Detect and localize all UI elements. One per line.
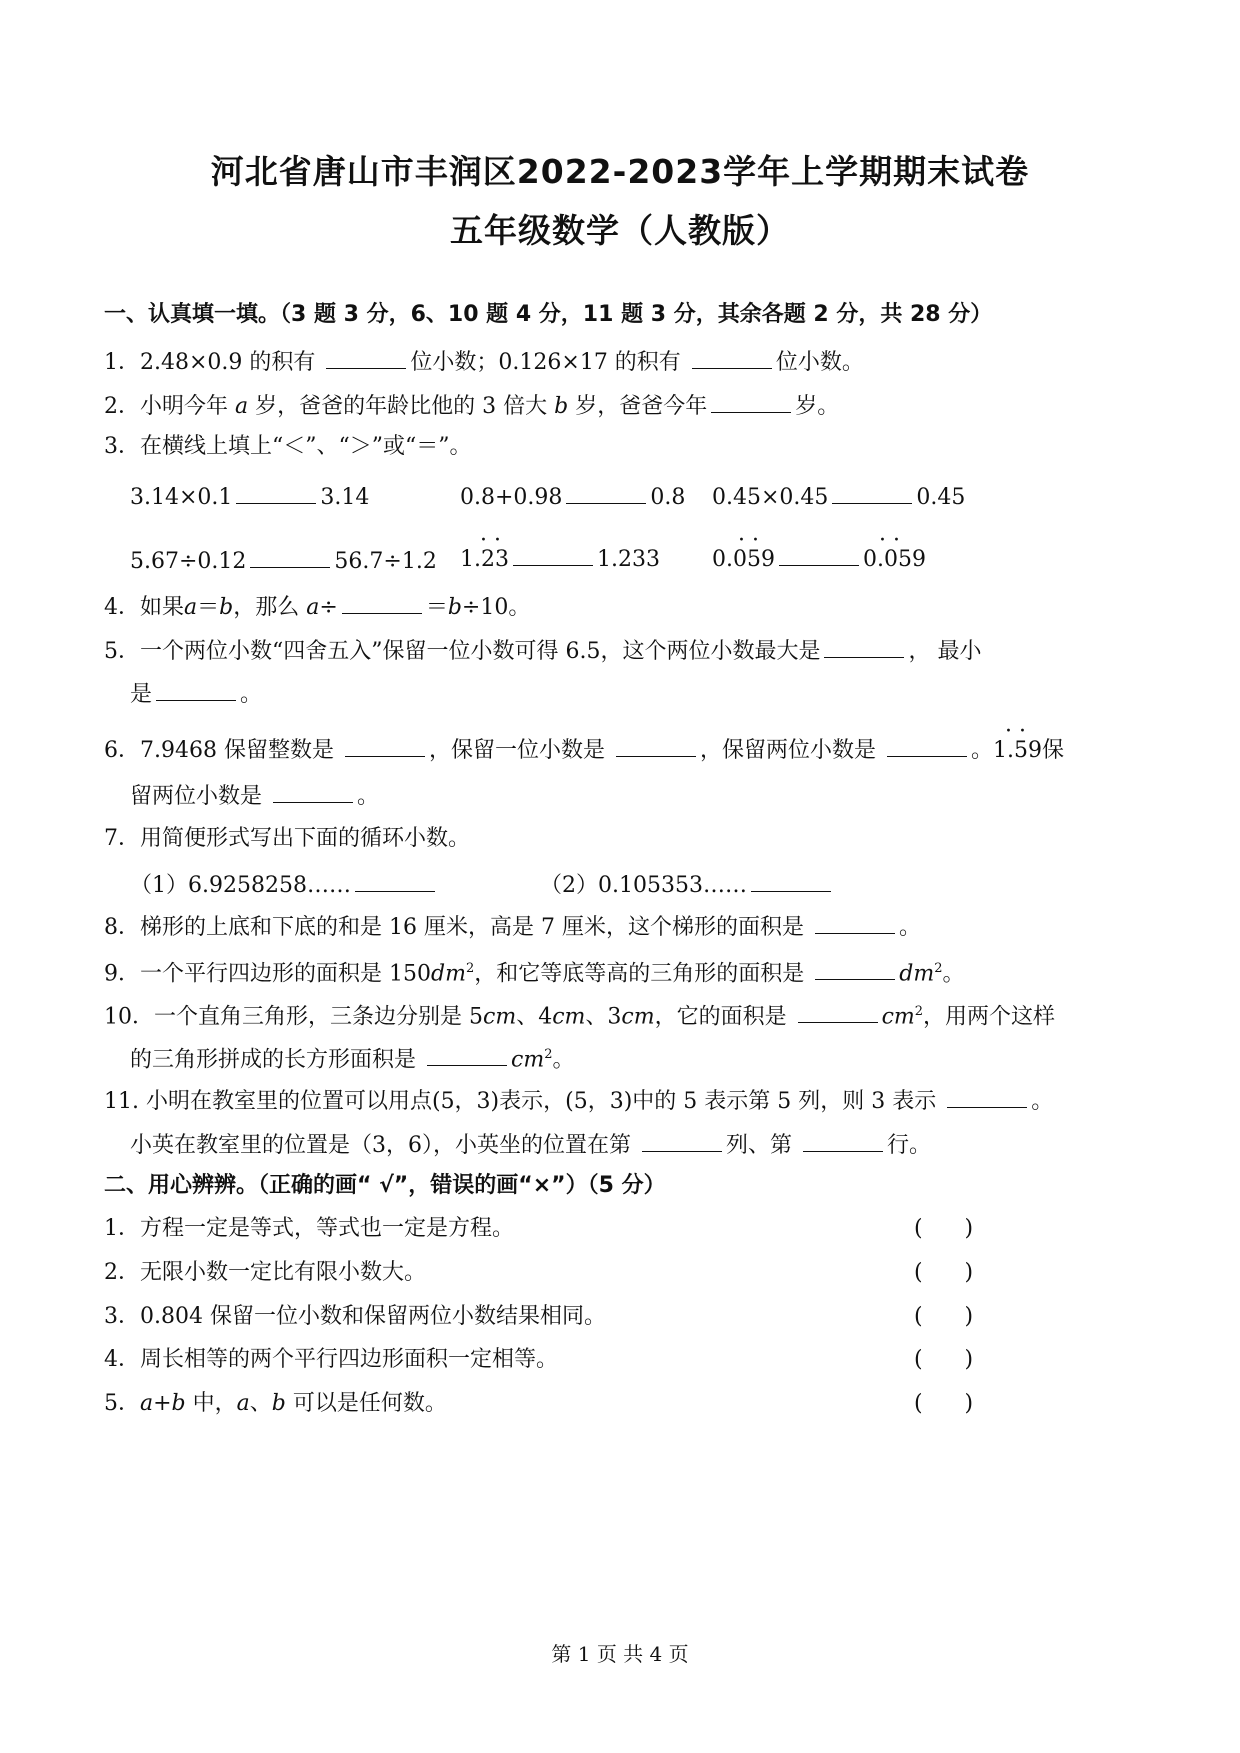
repeating-dots: · ·: [738, 528, 759, 553]
judge-item: 4．周长相等的两个平行四边形面积一定相等。: [104, 1347, 558, 1372]
answer-blank[interactable]: [355, 869, 435, 892]
answer-blank[interactable]: [642, 1129, 722, 1152]
answer-blank[interactable]: [616, 734, 696, 757]
judge-item: 5．a+b 中，a、b 可以是任何数。: [104, 1391, 447, 1416]
answer-blank[interactable]: [566, 481, 646, 504]
question-7-part1: （1）6.9258258……: [130, 869, 439, 900]
answer-blank[interactable]: [513, 543, 593, 566]
repeating-dots: · ·: [480, 528, 501, 553]
page-footer: 第 1 页 共 4 页: [551, 1642, 689, 1666]
question-3: 3．在横线上填上“＜”、“＞”或“＝”。: [104, 434, 472, 459]
answer-blank[interactable]: [832, 481, 912, 504]
question-5: 5．一个两位小数“四舍五入”保留一位小数可得 6.5，这个两位小数最大是 ， 最小: [104, 635, 981, 666]
answer-blank[interactable]: [345, 734, 425, 757]
answer-parentheses[interactable]: ( ): [914, 1260, 974, 1285]
q3-compare-r1c1: 3.14×0.1 3.14: [130, 481, 369, 512]
repeating-dots: · ·: [1005, 719, 1026, 744]
question-10-cont: 的三角形拼成的长方形面积是 $cm^2$。: [130, 1041, 575, 1074]
question-1: 1．2.48×0.9 的积有 位小数；0.126×17 的积有 位小数。: [104, 346, 864, 377]
answer-blank[interactable]: [824, 635, 904, 658]
question-2: 2．小明今年 a 岁，爸爸的年龄比他的 3 倍大 b 岁，爸爸今年 岁。: [104, 390, 839, 421]
answer-blank[interactable]: [751, 869, 831, 892]
answer-blank[interactable]: [711, 390, 791, 413]
judge-item: 3．0.804 保留一位小数和保留两位小数结果相同。: [104, 1304, 606, 1329]
answer-blank[interactable]: [815, 911, 895, 934]
answer-blank[interactable]: [326, 346, 406, 369]
q3-compare-r2c2: · · 1.23 1.233: [460, 528, 660, 572]
question-7-part2: （2）0.105353……: [540, 869, 835, 900]
answer-blank[interactable]: [342, 591, 422, 614]
answer-blank[interactable]: [779, 543, 859, 566]
answer-blank[interactable]: [273, 780, 353, 803]
answer-parentheses[interactable]: ( ): [914, 1347, 974, 1372]
question-11: 11. 小明在教室里的位置可以用点(5，3)表示，(5，3)中的 5 表示第 5 列，则 3 表示 。: [104, 1085, 1053, 1116]
answer-blank[interactable]: [798, 1000, 878, 1023]
answer-parentheses[interactable]: ( ): [914, 1391, 974, 1416]
judge-item: 1．方程一定是等式，等式也一定是方程。: [104, 1216, 514, 1241]
answer-parentheses[interactable]: ( ): [914, 1216, 974, 1241]
answer-blank[interactable]: [947, 1085, 1027, 1108]
question-7: 7．用简便形式写出下面的循环小数。: [104, 826, 470, 851]
answer-parentheses[interactable]: ( ): [914, 1304, 974, 1329]
section1-heading: 一、认真填一填。（3 题 3 分，6、10 题 4 分，11 题 3 分，其余各题 2 分，共 28 分）: [104, 302, 993, 327]
question-6-cont: 留两位小数是 。: [130, 780, 379, 811]
answer-blank[interactable]: [427, 1043, 507, 1066]
answer-blank[interactable]: [236, 481, 316, 504]
repeating-dots: · ·: [878, 528, 900, 553]
answer-blank[interactable]: [692, 346, 772, 369]
answer-blank[interactable]: [887, 734, 967, 757]
q3-compare-r2c3: · · 0.059 · · 0.059: [712, 528, 926, 572]
answer-blank[interactable]: [803, 1129, 883, 1152]
question-6: 6．7.9468 保留整数是 ，保留一位小数是 ，保留两位小数是 · · 。1.59保: [104, 719, 1065, 763]
answer-blank[interactable]: [156, 678, 236, 701]
question-11-cont: 小英在教室里的位置是（3，6），小英坐的位置在第 列、第 行。: [130, 1129, 931, 1160]
answer-blank[interactable]: [250, 545, 330, 568]
q3-compare-r1c3: 0.45×0.45 0.45: [712, 481, 965, 512]
question-10: 10．一个直角三角形，三条边分别是 5cm、4cm、3cm，它的面积是 $cm^2$，用两个这样: [104, 998, 1055, 1031]
q3-compare-r2c1: 5.67÷0.12 56.7÷1.2: [130, 545, 437, 576]
question-4: 4．如果a＝b，那么 a÷ ＝b÷10。: [104, 591, 530, 622]
judge-item: 2．无限小数一定比有限小数大。: [104, 1260, 426, 1285]
question-9: 9．一个平行四边形的面积是 $150dm^2$，和它等底等高的三角形的面积是 $dm^2$。: [104, 955, 964, 988]
question-8: 8．梯形的上底和下底的和是 16 厘米，高是 7 厘米，这个梯形的面积是 。: [104, 911, 921, 942]
q3-compare-r1c2: 0.8+0.98 0.8: [460, 481, 685, 512]
answer-blank[interactable]: [815, 957, 895, 980]
exam-title: 河北省唐山市丰润区2022-2023学年上学期期末试卷: [210, 152, 1030, 191]
exam-subtitle: 五年级数学（人教版）: [450, 211, 790, 250]
section2-heading: 二、用心辨辨。（正确的画“ √”，错误的画“×”）（5 分）: [104, 1173, 666, 1198]
question-5-cont: 是 。: [130, 678, 262, 709]
